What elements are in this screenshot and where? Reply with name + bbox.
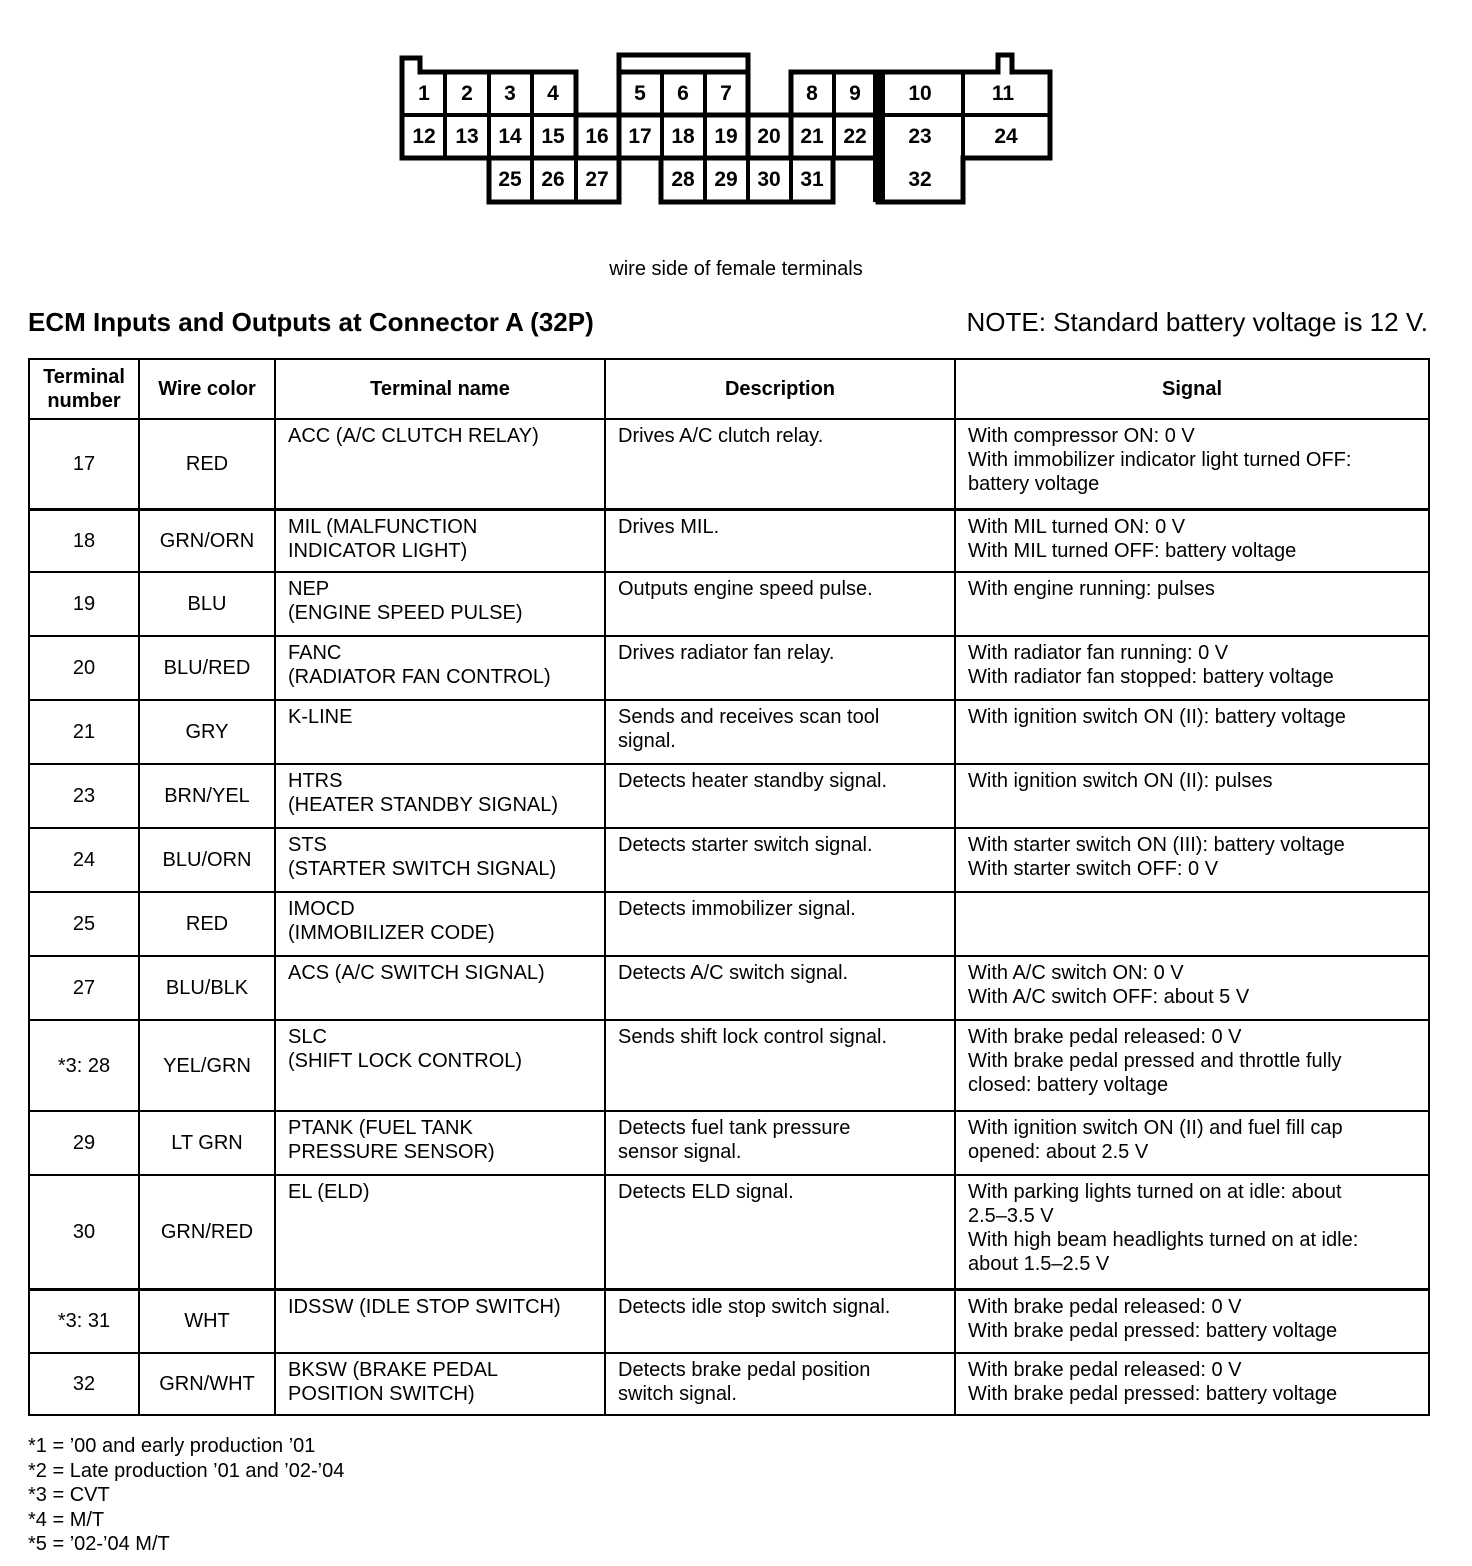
signal-line: With brake pedal released: 0 V: [968, 1359, 1242, 1381]
signal-line: With immobilizer indicator light turned OFF:: [968, 449, 1352, 471]
wire-color-cell: BLU/BLK: [139, 956, 275, 1020]
wire-color-cell: YEL/GRN: [139, 1020, 275, 1111]
pin-label-19: 19: [714, 125, 738, 148]
header-terminal-number: [29, 359, 139, 419]
terminal-number-cell: *3: 31: [29, 1289, 139, 1353]
terminal-name-cell: [275, 828, 605, 892]
pin-label-27: 27: [585, 168, 609, 191]
terminal-number-cell: 21: [29, 700, 139, 764]
pin-label-30: 30: [757, 168, 781, 191]
signal-line: With ignition switch ON (II) and fuel fill cap: [968, 1117, 1343, 1139]
pin-label-25: 25: [498, 168, 522, 191]
table-row: [29, 1289, 1429, 1353]
wire-color-cell: RED: [139, 419, 275, 509]
description-cell: [605, 1353, 955, 1415]
terminal-name-line: PRESSURE SENSOR): [288, 1141, 495, 1163]
table-header-row: [29, 359, 1429, 419]
signal-line: With starter switch ON (III): battery voltage: [968, 834, 1345, 856]
pin-label-9: 9: [849, 82, 861, 105]
pin-label-6: 6: [677, 82, 689, 105]
connector-caption: wire side of female terminals: [609, 258, 863, 280]
pin-label-13: 13: [455, 125, 479, 148]
signal-cell: [955, 700, 1429, 764]
pin-label-24: 24: [994, 125, 1018, 148]
signal-cell: [955, 1020, 1429, 1111]
terminal-number-cell: 27: [29, 956, 139, 1020]
terminal-name-cell: [275, 1175, 605, 1289]
terminal-number-cell: 29: [29, 1111, 139, 1175]
signal-line: opened: about 2.5 V: [968, 1141, 1149, 1163]
pin-label-12: 12: [412, 125, 436, 148]
table-row: [29, 509, 1429, 572]
description-cell: [605, 419, 955, 509]
signal-cell: [955, 419, 1429, 509]
wire-color-cell: GRN/WHT: [139, 1353, 275, 1415]
wire-color-cell: GRY: [139, 700, 275, 764]
description-cell: [605, 956, 955, 1020]
table-row: [29, 636, 1429, 700]
pin-label-31: 31: [800, 168, 824, 191]
signal-line: With brake pedal pressed: battery voltage: [968, 1319, 1338, 1342]
connector-separator-bar: [873, 72, 885, 202]
description-line: signal.: [618, 730, 676, 752]
signal-line: With radiator fan running: 0 V: [968, 642, 1229, 664]
signal-line: closed: battery voltage: [968, 1074, 1169, 1096]
description-line: Detects brake pedal position: [618, 1359, 871, 1381]
signal-line: With brake pedal released: 0 V: [968, 1026, 1242, 1048]
signal-line: With radiator fan stopped: battery voltage: [968, 666, 1334, 688]
description-cell: [605, 828, 955, 892]
signal-cell: [955, 764, 1429, 828]
description-cell: [605, 509, 955, 572]
description-line: Sends shift lock control signal.: [618, 1026, 888, 1048]
description-line: Detects starter switch signal.: [618, 834, 873, 856]
terminal-name-cell: [275, 700, 605, 764]
header-signal: Signal: [955, 359, 1429, 419]
description-line: Detects immobilizer signal.: [618, 898, 856, 920]
pin-label-11: 11: [991, 82, 1015, 105]
description-line: switch signal.: [618, 1383, 737, 1405]
description-line: Detects heater standby signal.: [618, 770, 888, 792]
signal-line: With A/C switch ON: 0 V: [968, 962, 1184, 984]
table-row: [29, 419, 1429, 509]
terminal-name-line: EL (ELD): [288, 1181, 370, 1203]
description-cell: [605, 892, 955, 956]
pin-label-2: 2: [461, 82, 473, 105]
footnote: *5 = ’02-’04 M/T: [28, 1533, 170, 1556]
signal-line: With engine running: pulses: [968, 578, 1215, 600]
description-line: Detects idle stop switch signal.: [618, 1295, 891, 1318]
pin-label-20: 20: [757, 125, 781, 148]
signal-line: With MIL turned ON: 0 V: [968, 515, 1186, 538]
table-row: [29, 892, 1429, 956]
terminal-name-line: (IMMOBILIZER CODE): [288, 922, 495, 944]
terminal-name-line: (RADIATOR FAN CONTROL): [288, 666, 551, 688]
table-row: [29, 1111, 1429, 1175]
terminal-name-cell: [275, 764, 605, 828]
signal-line: With high beam headlights turned on at idle:: [968, 1229, 1359, 1251]
terminal-number-cell: 20: [29, 636, 139, 700]
terminal-name-line: (SHIFT LOCK CONTROL): [288, 1050, 523, 1072]
table-row: [29, 956, 1429, 1020]
terminal-number-cell: 25: [29, 892, 139, 956]
terminal-name-line: BKSW (BRAKE PEDAL: [288, 1359, 499, 1381]
terminal-name-line: (HEATER STANDBY SIGNAL): [288, 794, 559, 816]
signal-line: With brake pedal pressed and throttle fully: [968, 1050, 1342, 1072]
terminal-name-line: HTRS: [288, 770, 343, 792]
header-description: Description: [605, 359, 955, 419]
terminal-name-cell: [275, 956, 605, 1020]
terminal-name-line: STS: [288, 834, 327, 856]
terminal-number-cell: 19: [29, 572, 139, 636]
signal-cell: [955, 509, 1429, 572]
table-body: [29, 419, 1429, 1415]
pin-label-4: 4: [547, 82, 559, 105]
description-line: Outputs engine speed pulse.: [618, 578, 873, 600]
pin-label-32: 32: [908, 168, 932, 191]
table-row: [29, 828, 1429, 892]
terminal-name-line: FANC: [288, 642, 342, 664]
description-line: Drives MIL.: [618, 515, 720, 538]
pin-label-23: 23: [908, 125, 932, 148]
footnote: *1 = ’00 and early production ’01: [28, 1435, 316, 1457]
description-line: Sends and receives scan tool: [618, 706, 880, 728]
footnote: *4 = M/T: [28, 1508, 105, 1531]
terminal-name-cell: [275, 572, 605, 636]
terminal-name-cell: [275, 1289, 605, 1353]
header-terminal-name: Terminal name: [275, 359, 605, 419]
pin-label-3: 3: [504, 82, 516, 105]
pin-label-7: 7: [720, 82, 732, 105]
pin-label-8: 8: [806, 82, 818, 105]
table-row: [29, 572, 1429, 636]
pin-label-22: 22: [843, 125, 867, 148]
connector-top-bridge: [619, 55, 748, 72]
terminal-number-cell: 18: [29, 509, 139, 572]
table-row: [29, 1175, 1429, 1289]
wire-color-cell: BLU: [139, 572, 275, 636]
terminal-name-cell: [275, 509, 605, 572]
table-row: [29, 764, 1429, 828]
pin-label-18: 18: [671, 125, 695, 148]
signal-line: 2.5–3.5 V: [968, 1205, 1054, 1227]
terminal-name-line: (ENGINE SPEED PULSE): [288, 602, 523, 624]
terminal-number-cell: 17: [29, 419, 139, 509]
footnote: *2 = Late production ’01 and ’02-’04: [28, 1459, 345, 1482]
terminal-name-line: MIL (MALFUNCTION: [288, 515, 478, 538]
header-wire-color: Wire color: [139, 359, 275, 419]
terminal-name-cell: [275, 892, 605, 956]
description-line: Drives A/C clutch relay.: [618, 425, 824, 447]
pin-label-1: 1: [418, 82, 430, 105]
terminal-name-cell: [275, 1111, 605, 1175]
terminal-name-line: (STARTER SWITCH SIGNAL): [288, 858, 557, 880]
pin-label-5: 5: [634, 82, 646, 105]
pin-label-21: 21: [800, 125, 824, 148]
terminal-number-cell: 32: [29, 1353, 139, 1415]
signal-cell: [955, 1175, 1429, 1289]
wire-color-cell: RED: [139, 892, 275, 956]
signal-line: about 1.5–2.5 V: [968, 1253, 1110, 1275]
signal-line: With ignition switch ON (II): pulses: [968, 770, 1273, 792]
terminal-name-line: POSITION SWITCH): [288, 1383, 475, 1405]
terminal-name-line: ACC (A/C CLUTCH RELAY): [288, 425, 539, 447]
wire-color-cell: GRN/ORN: [139, 509, 275, 572]
table-row: [29, 1020, 1429, 1111]
description-cell: [605, 1111, 955, 1175]
signal-cell: [955, 828, 1429, 892]
pin-label-10: 10: [908, 82, 932, 105]
signal-line: With MIL turned OFF: battery voltage: [968, 539, 1297, 562]
pin-label-16: 16: [585, 125, 609, 148]
header-terminal-line2: number: [47, 390, 121, 412]
wire-color-cell: GRN/RED: [139, 1175, 275, 1289]
signal-line: With brake pedal released: 0 V: [968, 1295, 1242, 1318]
description-line: Detects fuel tank pressure: [618, 1117, 851, 1139]
table-row: [29, 700, 1429, 764]
signal-cell: [955, 1111, 1429, 1175]
signal-cell: [955, 636, 1429, 700]
wire-color-cell: LT GRN: [139, 1111, 275, 1175]
terminal-name-cell: [275, 636, 605, 700]
terminal-number-cell: 23: [29, 764, 139, 828]
connector-diagram: [0, 0, 1472, 215]
signal-cell: [955, 1353, 1429, 1415]
description-cell: [605, 636, 955, 700]
signal-line: With compressor ON: 0 V: [968, 425, 1195, 447]
signal-cell: [955, 892, 1429, 956]
terminal-name-cell: [275, 1020, 605, 1111]
pin-label-28: 28: [671, 168, 695, 191]
footnotes: [28, 1434, 344, 1557]
terminal-name-line: SLC: [288, 1026, 327, 1048]
wire-color-cell: BLU/RED: [139, 636, 275, 700]
pin-label-17: 17: [628, 125, 652, 148]
footnote: *3 = CVT: [28, 1484, 110, 1507]
terminal-name-cell: [275, 419, 605, 509]
signal-cell: [955, 572, 1429, 636]
terminal-number-cell: *3: 28: [29, 1020, 139, 1111]
wire-color-cell: WHT: [139, 1289, 275, 1353]
battery-voltage-note: NOTE: Standard battery voltage is 12 V.: [966, 307, 1428, 337]
pin-label-29: 29: [714, 168, 738, 191]
pin-label-14: 14: [498, 125, 522, 148]
signal-line: With brake pedal pressed: battery voltage: [968, 1383, 1338, 1405]
terminal-name-line: IMOCD: [288, 898, 355, 920]
wire-color-cell: BRN/YEL: [139, 764, 275, 828]
terminal-name-line: K-LINE: [288, 706, 353, 728]
signal-line: With starter switch OFF: 0 V: [968, 858, 1219, 880]
signal-line: With A/C switch OFF: about 5 V: [968, 986, 1250, 1008]
description-cell: [605, 572, 955, 636]
description-cell: [605, 700, 955, 764]
terminal-name-line: IDSSW (IDLE STOP SWITCH): [288, 1295, 561, 1318]
signal-line: With parking lights turned on at idle: about: [968, 1181, 1342, 1203]
pin-label-15: 15: [541, 125, 565, 148]
table-row: [29, 1353, 1429, 1415]
terminal-name-line: ACS (A/C SWITCH SIGNAL): [288, 962, 545, 984]
pin-label-26: 26: [541, 168, 565, 191]
terminal-name-line: NEP: [288, 578, 330, 600]
description-line: Detects A/C switch signal.: [618, 962, 849, 984]
ecm-io-table: [28, 358, 1430, 1416]
description-line: Detects ELD signal.: [618, 1181, 794, 1203]
terminal-name-line: INDICATOR LIGHT): [288, 539, 468, 562]
description-cell: [605, 1175, 955, 1289]
terminal-number-cell: 24: [29, 828, 139, 892]
signal-cell: [955, 1289, 1429, 1353]
terminal-name-cell: [275, 1353, 605, 1415]
header-terminal-line1: Terminal: [43, 366, 125, 388]
signal-line: With ignition switch ON (II): battery voltage: [968, 706, 1346, 728]
wire-color-cell: BLU/ORN: [139, 828, 275, 892]
terminal-number-cell: 30: [29, 1175, 139, 1289]
signal-cell: [955, 956, 1429, 1020]
description-line: sensor signal.: [618, 1141, 742, 1163]
page-title: ECM Inputs and Outputs at Connector A (32P): [28, 307, 594, 337]
description-cell: [605, 764, 955, 828]
description-cell: [605, 1289, 955, 1353]
terminal-name-line: PTANK (FUEL TANK: [288, 1117, 473, 1139]
signal-line: battery voltage: [968, 473, 1100, 495]
description-cell: [605, 1020, 955, 1111]
description-line: Drives radiator fan relay.: [618, 642, 835, 664]
